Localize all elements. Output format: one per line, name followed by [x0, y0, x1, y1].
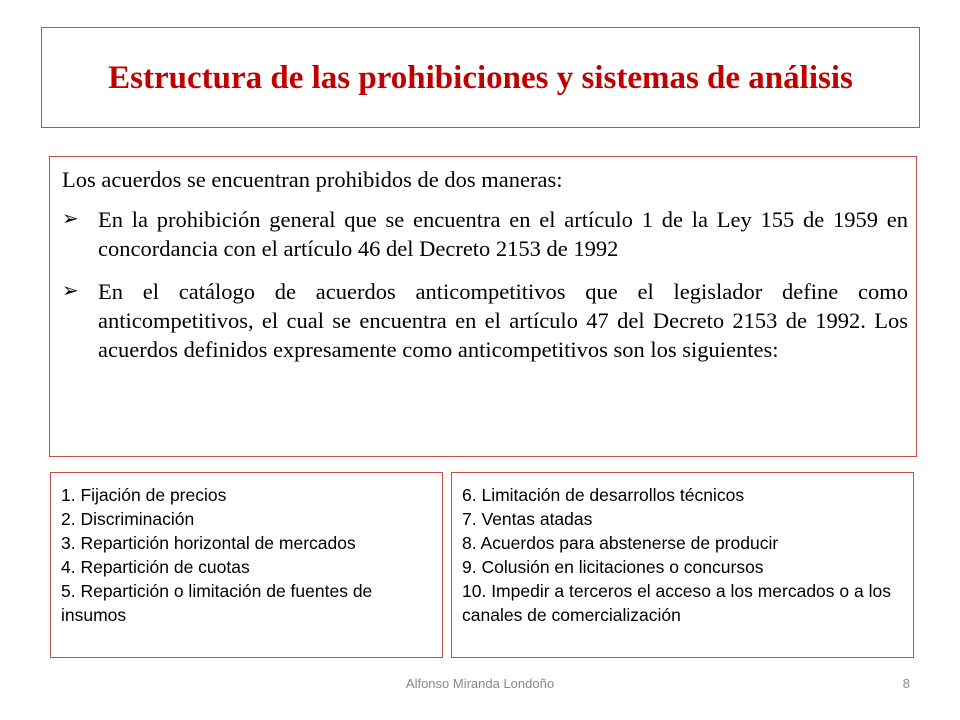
agreements-list-right	[451, 472, 914, 658]
footer-author: Alfonso Miranda Londoño	[405, 676, 555, 691]
list-item: 1. Fijación de precios	[61, 485, 227, 505]
agreements-list-left	[50, 472, 443, 658]
arrow-bullet-icon: ➢	[62, 280, 79, 302]
page-number: 8	[902, 676, 910, 691]
slide-title: Estructura de las prohibiciones y sistemas de análisis	[108, 59, 853, 96]
list-item: 6. Limitación de desarrollos técnicos	[462, 485, 745, 505]
list-item: 7. Ventas atadas	[462, 509, 593, 529]
bullet-list	[62, 205, 908, 364]
list-item: 9. Colusión en licitaciones o concursos	[462, 557, 764, 577]
intro-text: Los acuerdos se encuentran prohibidos de dos maneras:	[62, 167, 563, 192]
list-item: 5. Repartición o limitación de fuentes de insumos	[61, 581, 373, 625]
bullet-text: En la prohibición general que se encuentra en el artículo 1 de la Ley 155 de 1959 en concordancia con el artículo 46 del Decreto 2153 de 1992	[98, 207, 908, 261]
title-box	[41, 27, 920, 128]
list-item: 8. Acuerdos para abstenerse de producir	[462, 533, 779, 553]
intro-box	[49, 156, 917, 457]
arrow-bullet-icon: ➢	[62, 208, 79, 230]
list-item: 4. Repartición de cuotas	[61, 557, 250, 577]
bullet-item	[62, 205, 908, 263]
bullet-text: En el catálogo de acuerdos anticompetitivos que el legislador define como anticompetitivos, el cual se encuentra en el artículo 47 del Decreto 2153 de 1992. Los acuerdos definidos expresamente como anticompetitivos son los siguientes:	[98, 279, 908, 362]
list-item: 2. Discriminación	[61, 509, 195, 529]
bullet-item	[62, 277, 908, 364]
list-item: 10. Impedir a terceros el acceso a los mercados o a los canales de comercialización	[462, 581, 891, 625]
list-item: 3. Repartición horizontal de mercados	[61, 533, 356, 553]
